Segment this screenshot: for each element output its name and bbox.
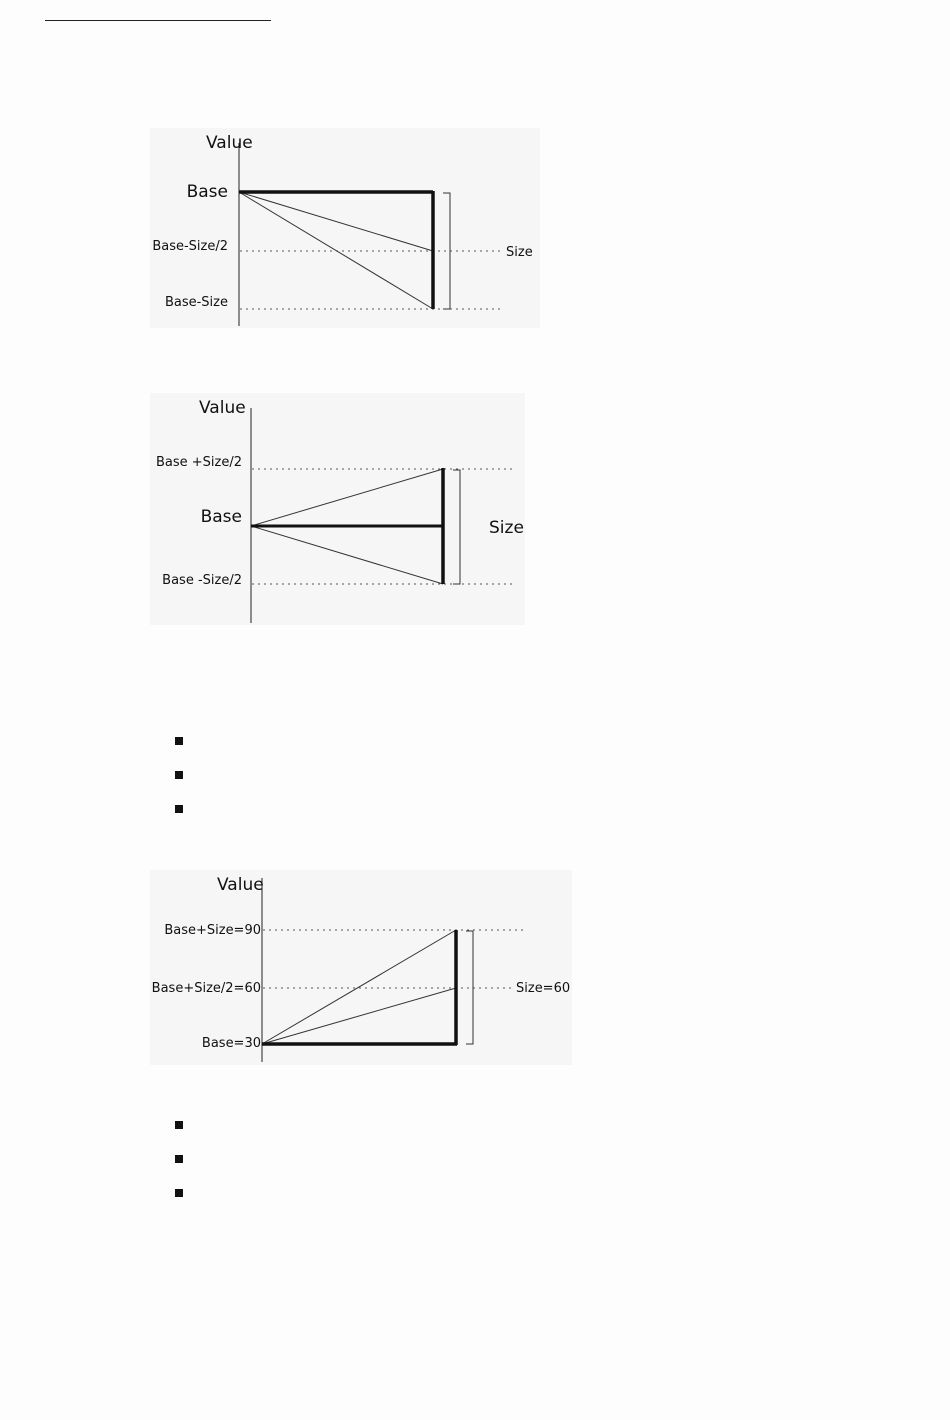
square-bullet-icon xyxy=(175,737,183,745)
header-rule xyxy=(45,20,271,21)
base-plus-half-size-label: Base +Size/2 xyxy=(155,455,242,470)
figure-decreasing-ramp xyxy=(150,128,540,328)
size-label: Size xyxy=(506,245,533,260)
base-label: Base=30 xyxy=(201,1036,261,1051)
y-axis-label: Value xyxy=(217,875,264,895)
base-label: Base xyxy=(200,507,242,527)
size-label: Size xyxy=(489,518,524,538)
square-bullet-icon xyxy=(175,1121,183,1129)
y-axis-label: Value xyxy=(206,133,253,153)
figure-increasing-ramp-example xyxy=(150,870,572,1065)
size-label: Size=60 xyxy=(516,981,571,996)
base-minus-size-label: Base-Size xyxy=(164,295,228,310)
y-axis-label: Value xyxy=(199,398,246,418)
figure-symmetric-ramp xyxy=(150,393,525,625)
base-label: Base xyxy=(186,182,228,202)
square-bullet-icon xyxy=(175,1155,183,1163)
square-bullet-icon xyxy=(175,1189,183,1197)
square-bullet-icon xyxy=(175,805,183,813)
base-plus-half-size-label: Base+Size/2=60 xyxy=(151,981,261,996)
base-plus-size-label: Base+Size=90 xyxy=(164,923,261,938)
base-minus-half-size-label: Base-Size/2 xyxy=(152,239,228,254)
base-minus-half-size-label: Base -Size/2 xyxy=(162,573,242,588)
square-bullet-icon xyxy=(175,771,183,779)
